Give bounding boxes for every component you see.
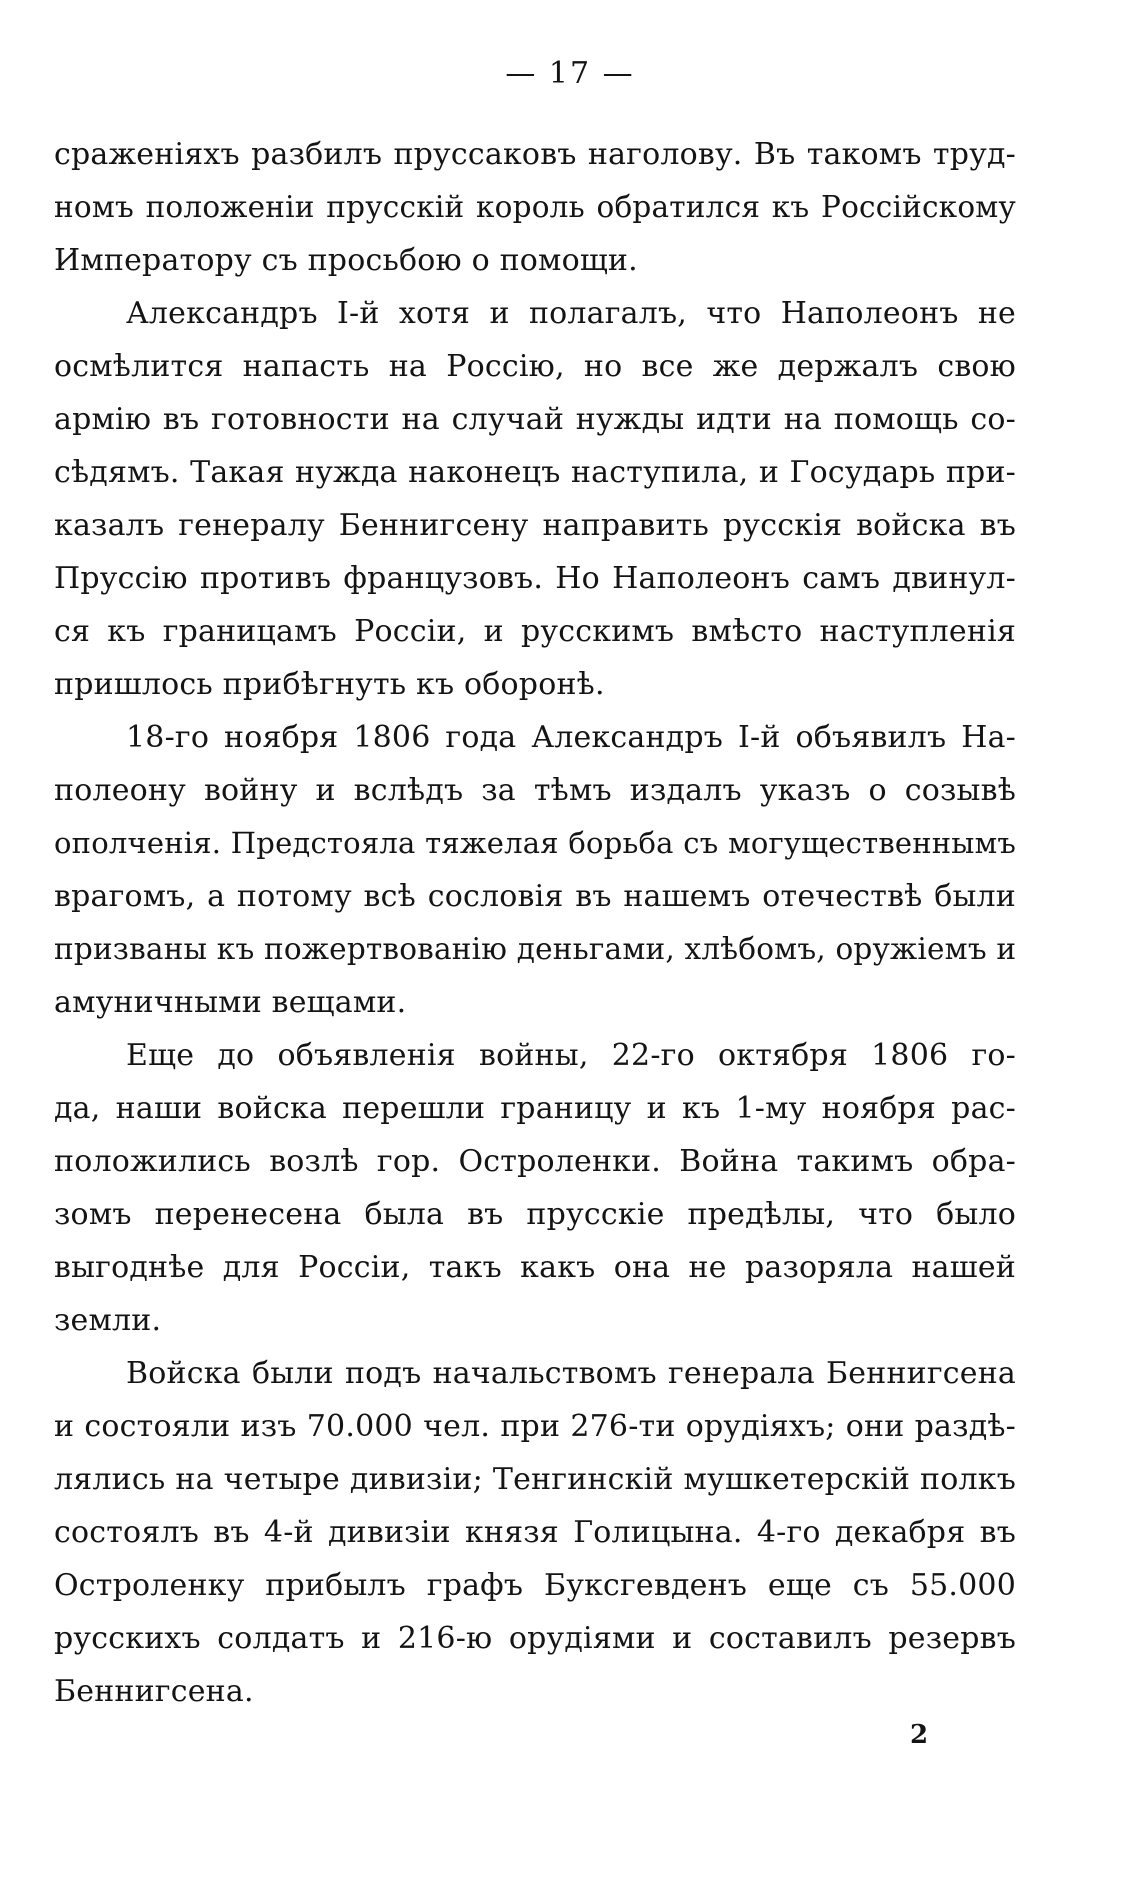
text-line: амуничными вещами. bbox=[54, 985, 407, 1020]
text-line: врагомъ, а потому всѣ сословія въ нашемъ отечествѣ были bbox=[54, 879, 1016, 914]
text-line: зомъ перенесена была въ прусскіе предѣлы, что было bbox=[54, 1197, 1016, 1232]
text-line: русскихъ солдатъ и 216-ю орудіями и составилъ резервъ bbox=[54, 1621, 1016, 1656]
text-line: ополченія. Предстояла тяжелая борьба съ могущественнымъ bbox=[54, 826, 1016, 860]
text-line: Императору съ просьбою о помощи. bbox=[54, 243, 638, 278]
text-line: состоялъ въ 4-й дивизіи князя Голицына. 4-го декабря въ bbox=[54, 1515, 1016, 1550]
text-line: Беннигсена. bbox=[54, 1674, 254, 1709]
text-line: полеону войну и вслѣдъ за тѣмъ издалъ указъ о созывѣ bbox=[54, 773, 1016, 808]
text-line: положились возлѣ гор. Остроленки. Война такимъ обра- bbox=[54, 1144, 1016, 1179]
text-line: ся къ границамъ Россіи, и русскимъ вмѣсто наступленія bbox=[54, 614, 1016, 649]
text-line: и состояли изъ 70.000 чел. при 276-ти орудіяхъ; они раздѣ- bbox=[54, 1409, 1016, 1444]
text-line: лялись на четыре дивизіи; Тенгинскій мушкетерскій полкъ bbox=[54, 1462, 1016, 1497]
body-text bbox=[54, 128, 1016, 1718]
text-line: Остроленку прибылъ графъ Буксгевденъ еще съ 55.000 bbox=[54, 1568, 1016, 1603]
text-line: Войска были подъ начальствомъ генерала Беннигсена bbox=[126, 1356, 1016, 1391]
text-line: пришлось прибѣгнуть къ оборонѣ. bbox=[54, 667, 605, 702]
text-line: да, наши войска перешли границу и къ 1-му ноября рас- bbox=[54, 1091, 1016, 1126]
text-line: номъ положеніи прусскій король обратился къ Россійскому bbox=[54, 190, 1016, 224]
signature-mark: 2 bbox=[910, 1720, 929, 1750]
page-number: — 17 — bbox=[505, 56, 635, 91]
text-line: земли. bbox=[54, 1303, 162, 1338]
text-line: осмѣлится напасть на Россію, но все же держалъ свою bbox=[54, 349, 1016, 384]
text-line: казалъ генералу Беннигсену направить русскія войска въ bbox=[54, 508, 1016, 543]
text-line: Александръ I-й хотя и полагалъ, что Наполеонъ не bbox=[126, 296, 1016, 331]
text-line: призваны къ пожертвованію деньгами, хлѣбомъ, оружіемъ и bbox=[54, 932, 1017, 966]
text-line: армію въ готовности на случай нужды идти на помощь со- bbox=[54, 402, 1016, 437]
text-line: сѣдямъ. Такая нужда наконецъ наступила, и Государь при- bbox=[54, 455, 1016, 490]
text-line: сраженіяхъ разбилъ пруссаковъ наголову. Въ такомъ труд- bbox=[54, 137, 1016, 172]
text-line: 18-го ноября 1806 года Александръ I-й объявилъ На- bbox=[126, 720, 1016, 755]
text-line: выгоднѣе для Россіи, такъ какъ она не разоряла нашей bbox=[54, 1250, 1016, 1285]
text-line: Еще до объявленія войны, 22-го октября 1806 го- bbox=[126, 1038, 1016, 1073]
text-line: Пруссію противъ французовъ. Но Наполеонъ самъ двинул- bbox=[54, 561, 1016, 596]
